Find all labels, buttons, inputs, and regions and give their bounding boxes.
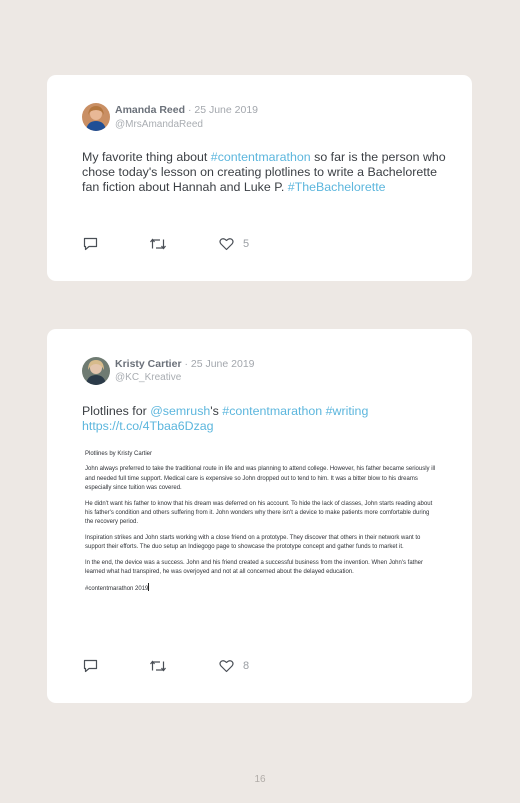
text-segment: 's — [210, 404, 223, 418]
text-segment: My favorite thing about — [82, 150, 211, 164]
tweet-author-line — [115, 358, 255, 371]
tweet-card — [47, 329, 472, 703]
tweet-text — [82, 404, 452, 434]
tweet-card — [47, 75, 472, 281]
author-handle[interactable]: @KC_Kreative — [115, 372, 182, 383]
attached-document-image[interactable] — [85, 450, 437, 634]
hashtag-link[interactable]: #contentmarathon — [210, 150, 311, 164]
tweet-text — [82, 150, 452, 195]
reply-icon[interactable] — [83, 237, 98, 256]
retweet-icon[interactable] — [149, 237, 167, 256]
avatar[interactable] — [82, 357, 110, 385]
tweet-actions — [82, 659, 282, 675]
tweet-date: 25 June 2019 — [194, 104, 259, 116]
author-name[interactable]: Amanda Reed — [115, 104, 186, 116]
like-count: 8 — [243, 660, 250, 672]
like-count: 5 — [243, 238, 250, 250]
avatar[interactable] — [82, 103, 110, 131]
reply-icon[interactable] — [83, 659, 98, 678]
page-number: 16 — [254, 774, 266, 785]
document-paragraph: He didn't want his father to know that his dream was deferred on his account. To hide the lack of classes, John starts reading about his father's condition and others suffering from it. John wonders why there isn't a device to make patients more comfortable during the recovery period. — [85, 500, 433, 526]
tweet-author-line — [115, 104, 258, 117]
document-hashtag: #contentmarathon 2019 — [85, 586, 149, 593]
document-paragraph: In the end, the device was a success. John and his friend created a successful business from the invention. When John's father learned what had transpired, he was overjoyed and not at all concerned about the delayed education. — [85, 559, 424, 576]
author-handle[interactable]: @MrsAmandaReed — [115, 119, 203, 130]
like-icon[interactable] — [219, 237, 234, 256]
retweet-icon[interactable] — [149, 659, 167, 678]
url-link[interactable]: https://t.co/4Tbaa6Dzag — [82, 419, 214, 433]
text-cursor — [148, 583, 149, 591]
document-title: Plotlines by Kristy Cartier — [85, 451, 153, 457]
separator-dot: · — [184, 358, 188, 370]
text-segment: so far is the person who chose today's lesson on creating plotlines to write a Bachelorette fan fiction about Hannah and Luke P. — [82, 150, 446, 194]
text-segment: Plotlines for — [82, 404, 151, 418]
hashtag-link[interactable]: #writing — [325, 404, 369, 418]
document-paragraph: John always preferred to take the traditional route in life and was planning to attend college. However, his father became seriously ill and needed full time support. Medical care is expensive so John dropped out to tend to him. It was a bitter blow to his dreams especially since tuition was covered. — [85, 466, 436, 492]
tweet-date: 25 June 2019 — [190, 358, 255, 370]
separator-dot: · — [187, 104, 192, 116]
like-icon[interactable] — [219, 659, 234, 678]
author-name[interactable]: Kristy Cartier — [115, 358, 182, 370]
tweet-actions — [82, 237, 282, 253]
hashtag-link[interactable]: #TheBachelorette — [287, 180, 386, 194]
document-paragraph: Inspiration strikes and John starts working with a close friend on a prototype. They discover that others in their network want to support their efforts. The duo setup an Indiegogo page to showcase the prototype concept and gather funds to market it. — [85, 534, 421, 551]
mention-link[interactable]: @semrush — [150, 404, 211, 418]
hashtag-link[interactable]: #contentmarathon — [222, 404, 323, 418]
